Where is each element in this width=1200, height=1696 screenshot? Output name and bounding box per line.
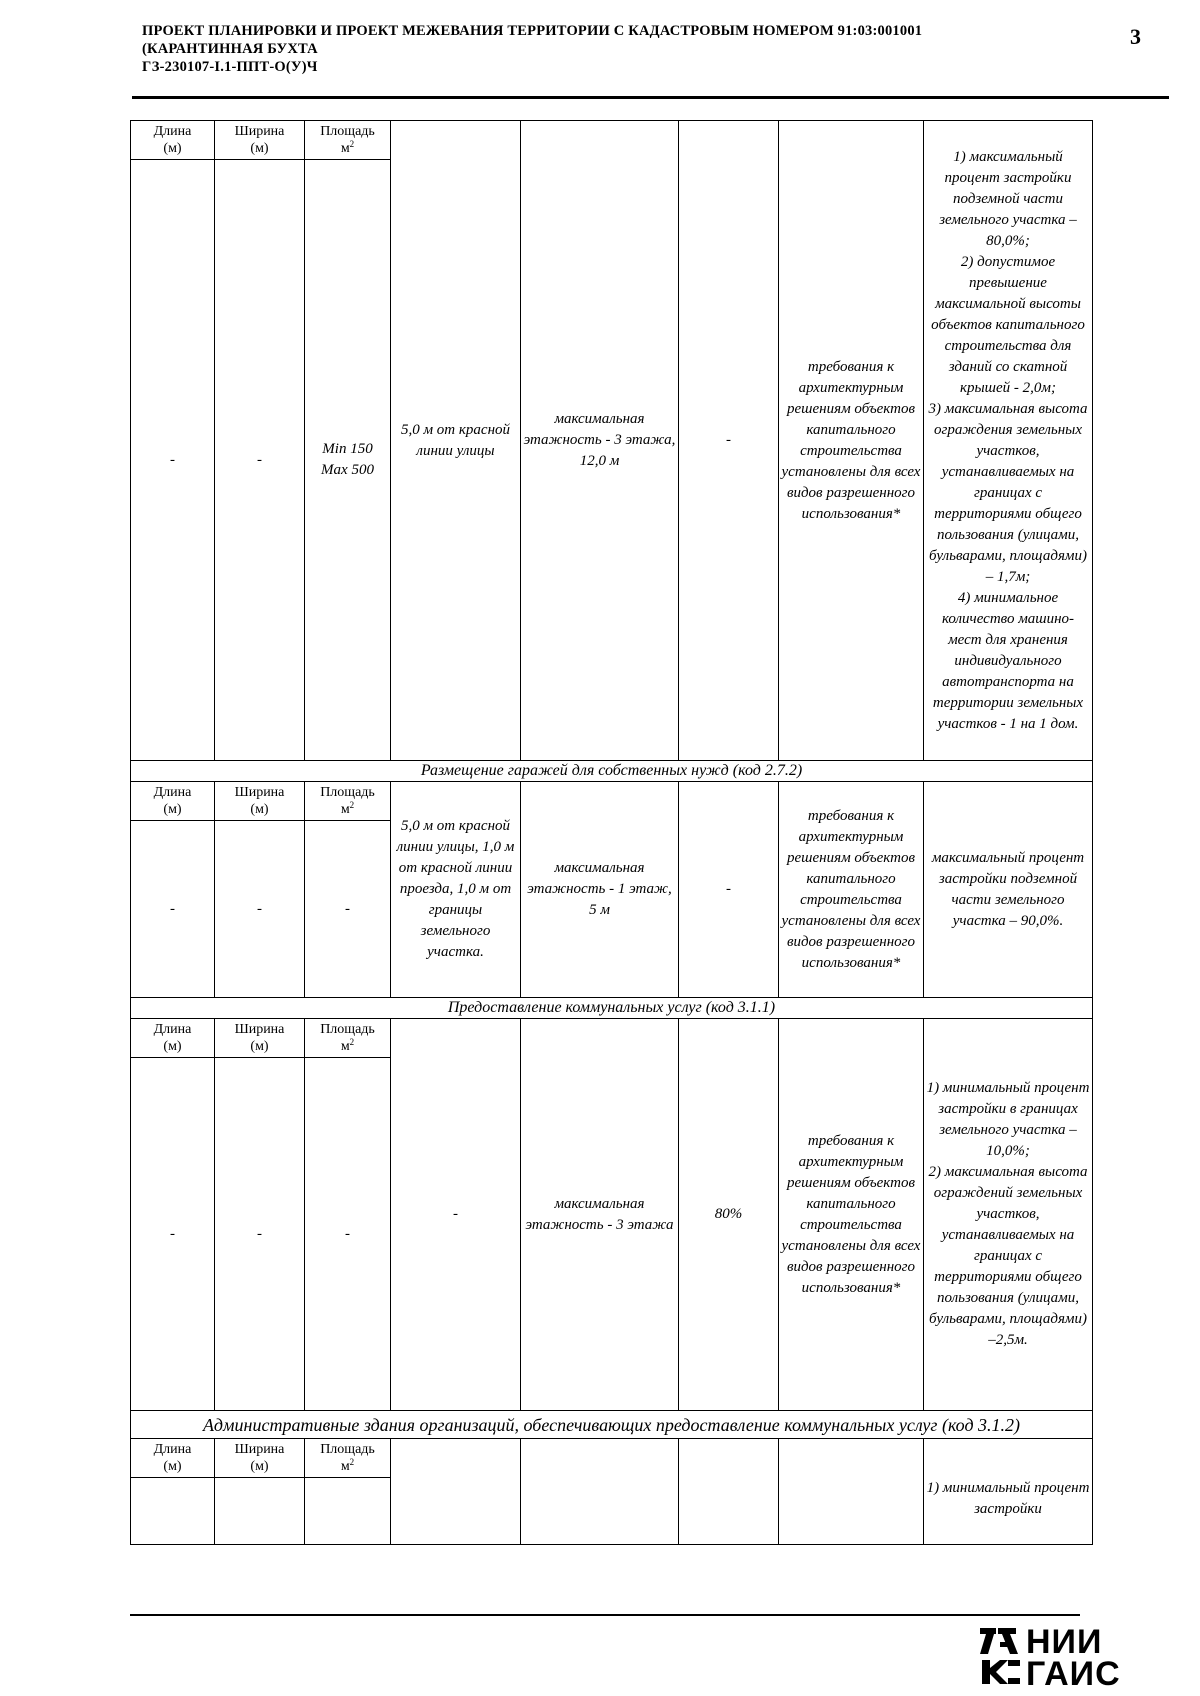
block3-header-row [131,1019,1093,1058]
section2-title: Размещение гаражей для собственных нужд (код 2.7.2) [131,761,1093,782]
section4-row [131,1411,1093,1439]
header-document-code: ГЗ-230107-I.1-ППТ-О(У)Ч [142,59,318,75]
column-width-header: Ширина (м) [215,1019,305,1058]
block1-setback: 5,0 м от красной линии улицы [391,121,521,761]
document-header [142,22,1102,76]
block4-architecture [779,1439,924,1545]
page-number: 3 [1130,24,1141,49]
footer-divider [130,1614,1080,1616]
block2-floors: максимальная этажность - 1 этаж, 5 м [521,782,679,998]
column-width-header: Ширина (м) [215,782,305,821]
block2-setback: 5,0 м от красной линии улицы, 1,0 м от красной линии проезда, 1,0 м от границы земельного участка. [391,782,521,998]
block1-width: - [215,160,305,761]
logo-mark-icon [978,1624,1022,1690]
column-length-header: Длина (м) [131,1019,215,1058]
block1-other-params: 1) максимальный процент застройки подземной части земельного участка – 80,0%; 2) допустимое превышение максимальной высоты объектов капитального строительства для зданий со скатной крышей - 2,0м; 3) максимальная высота ограждения земельных участков, устанавливаемых на границах с территориями общего пользования (улицами, бульварами, площадями) – 1,7м; 4) минимальное количество машино-мест для хранения индивидуального автотранспорта на территории земельных участков - 1 на 1 дом. [924,121,1093,761]
block1-header-row [131,121,1093,160]
block4-length [131,1478,215,1545]
block4-width [215,1478,305,1545]
block2-header-row [131,782,1093,821]
block3-coverage: 80% [679,1019,779,1411]
column-area-header: Площадь $м^2$ [305,782,391,821]
section3-title: Предоставление коммунальных услуг (код 3.1.1) [131,998,1093,1019]
column-length-header: Длина (м) [131,1439,215,1478]
block2-architecture: требования к архитектурным решениям объектов капитального строительства установлены для всех видов разрешенного использования* [779,782,924,998]
block2-area: - [305,821,391,998]
block3-floors: максимальная этажность - 3 этажа [521,1019,679,1411]
block3-other-params: 1) минимальный процент застройки в границах земельного участка – 10,0%; 2) максимальная высота ограждений земельных участков, устанавливаемых на границах с территориями общего пользования (улицами, бульварами, площадями) –2,5м. [924,1019,1093,1411]
block3-length: - [131,1058,215,1411]
block2-length: - [131,821,215,998]
block1-area: Min 150 Max 500 [305,160,391,761]
section2-row [131,761,1093,782]
block4-setback [391,1439,521,1545]
block2-coverage: - [679,782,779,998]
block3-architecture: требования к архитектурным решениям объектов капитального строительства установлены для всех видов разрешенного использования* [779,1019,924,1411]
column-area-header: Площадь $м^2$ [305,1439,391,1478]
block2-other-params: максимальный процент застройки подземной части земельного участка – 90,0%. [924,782,1093,998]
column-area-header: Площадь $м^2$ [305,1019,391,1058]
logo-text-gais: ГАИС [1026,1655,1121,1693]
block3-width: - [215,1058,305,1411]
block3-area: - [305,1058,391,1411]
block4-area [305,1478,391,1545]
block1-architecture: требования к архитектурным решениям объектов капитального строительства установлены для всех видов разрешенного использования* [779,121,924,761]
header-title-line1: ПРОЕКТ ПЛАНИРОВКИ И ПРОЕКТ МЕЖЕВАНИЯ ТЕРРИТОРИИ С КАДАСТРОВЫМ НОМЕРОМ 91:03:001001 [142,23,923,39]
header-title-line2: (КАРАНТИННАЯ БУХТА [142,41,318,57]
header-divider [132,96,1169,99]
block4-coverage [679,1439,779,1545]
column-length-header: Длина (м) [131,782,215,821]
column-area-header: Площадь $м^2$ [305,121,391,160]
block4-floors [521,1439,679,1545]
column-width-header: Ширина (м) [215,121,305,160]
nii-gais-logo [978,1623,1168,1693]
block4-header-row [131,1439,1093,1478]
logo-text-nii: НИИ [1026,1623,1103,1661]
section3-row [131,998,1093,1019]
regulations-table [130,120,1093,1545]
block4-other-params: 1) минимальный процент застройки [924,1439,1093,1545]
block1-coverage: - [679,121,779,761]
block1-length: - [131,160,215,761]
block1-floors: максимальная этажность - 3 этажа, 12,0 м [521,121,679,761]
column-length-header: Длина (м) [131,121,215,160]
block2-width: - [215,821,305,998]
column-width-header: Ширина (м) [215,1439,305,1478]
section4-title: Административные здания организаций, обеспечивающих предоставление коммунальных услуг (код 3.1.2) [131,1411,1093,1439]
block3-setback: - [391,1019,521,1411]
